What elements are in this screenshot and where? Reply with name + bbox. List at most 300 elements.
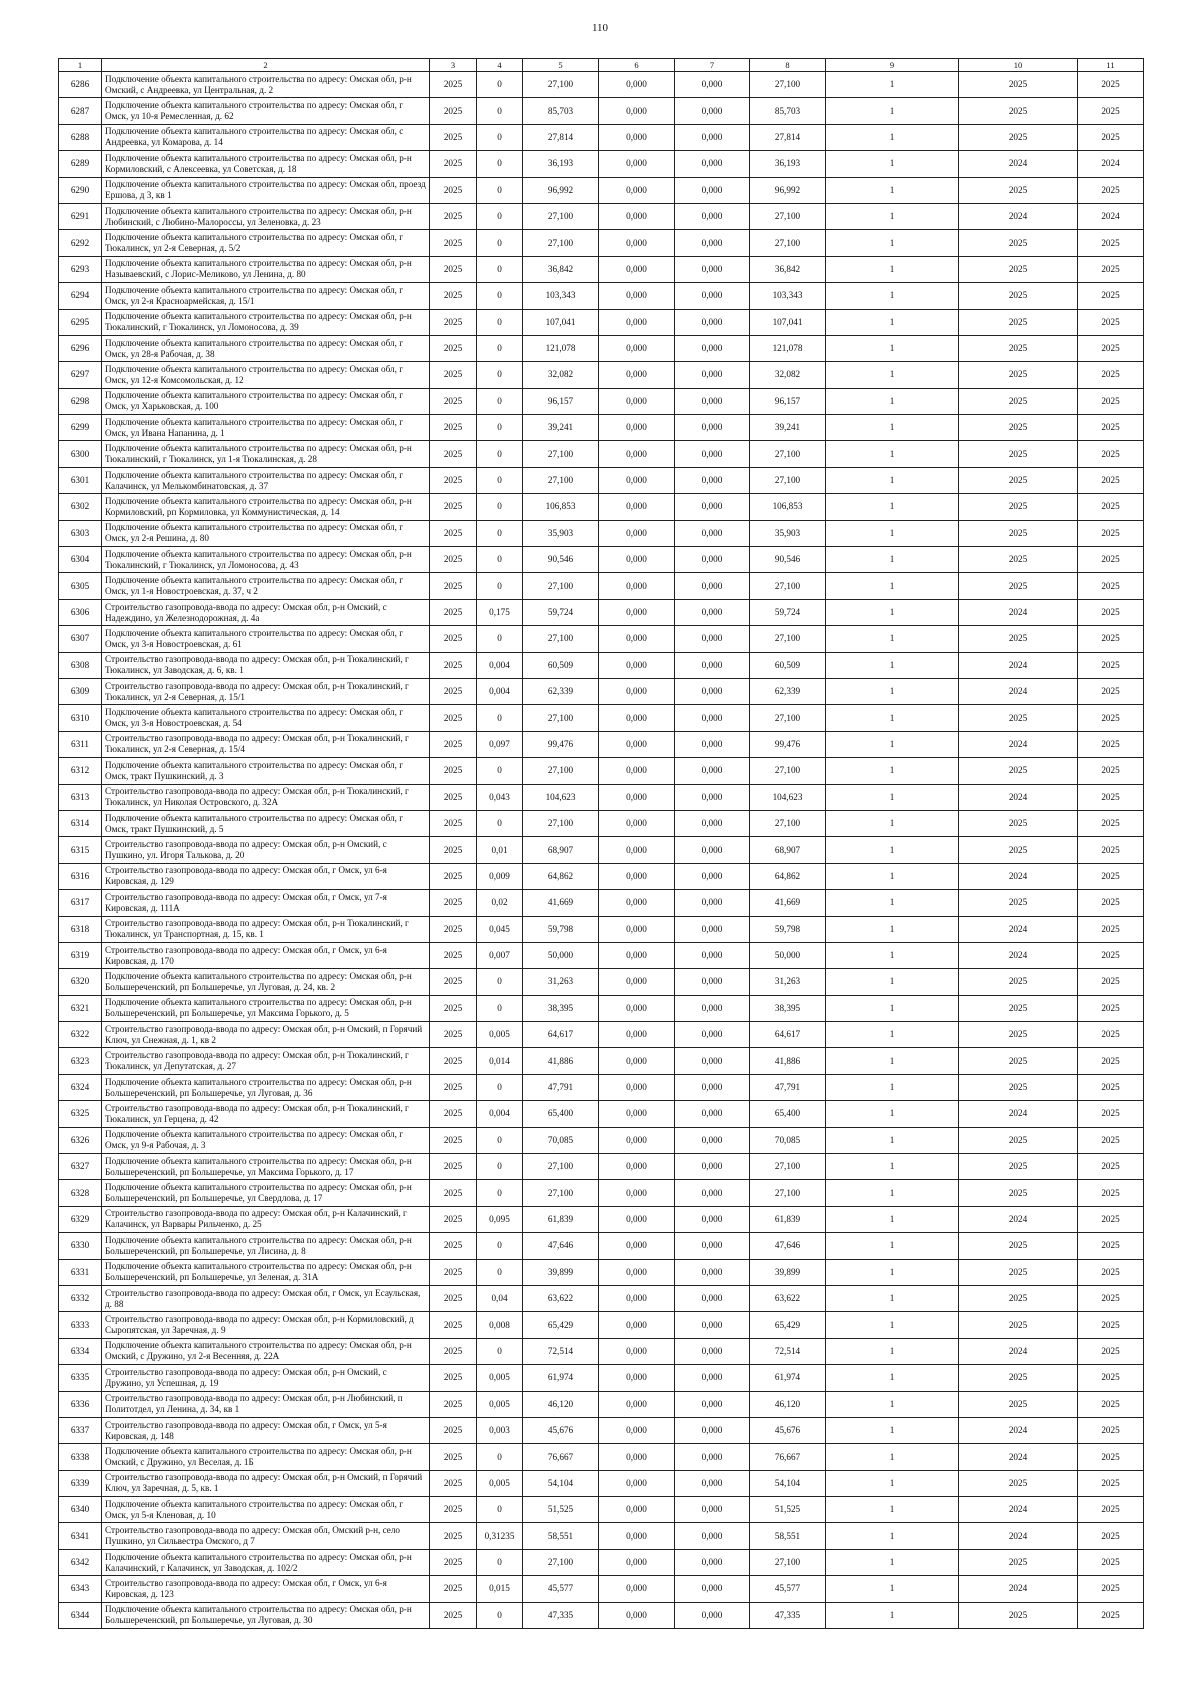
table-row: [59, 1074, 1144, 1100]
cell-row-number: 6300: [59, 441, 102, 467]
cell-cost-col6: 0,000: [599, 784, 675, 810]
table-row: [59, 1470, 1144, 1496]
table-row: [59, 1206, 1144, 1232]
cell-cost-total: 27,100: [523, 758, 599, 784]
cell-object-name: Строительство газопровода-ввода по адресу: Омская обл, г Омск, ул 6-я Кировская, д. 129: [102, 863, 430, 889]
cell-quantity: 1: [826, 230, 959, 256]
cell-cost-col8: 27,100: [750, 705, 826, 731]
cell-end-year: 2025: [1078, 335, 1144, 361]
cell-cost-col7: 0,000: [675, 705, 750, 731]
cell-cost-total: 62,339: [523, 678, 599, 704]
table-row: [59, 1048, 1144, 1074]
cell-quantity: 1: [826, 626, 959, 652]
cell-cost-col7: 0,000: [675, 1101, 750, 1127]
cell-row-number: 6344: [59, 1602, 102, 1628]
cell-length: 0,31235: [477, 1523, 523, 1549]
cell-start-year: 2025: [959, 467, 1078, 493]
cell-quantity: 1: [826, 283, 959, 309]
cell-cost-col6: 0,000: [599, 626, 675, 652]
cell-cost-col6: 0,000: [599, 916, 675, 942]
cell-year: 2025: [430, 151, 477, 177]
cell-end-year: 2025: [1078, 1259, 1144, 1285]
cell-end-year: 2025: [1078, 969, 1144, 995]
cell-year: 2025: [430, 72, 477, 98]
table-row: [59, 388, 1144, 414]
cell-length: 0,043: [477, 784, 523, 810]
cell-start-year: 2024: [959, 1206, 1078, 1232]
cell-cost-total: 39,899: [523, 1259, 599, 1285]
cell-cost-col6: 0,000: [599, 758, 675, 784]
table-body: [59, 72, 1144, 1629]
cell-end-year: 2025: [1078, 731, 1144, 757]
cell-object-name: Подключение объекта капитального строительства по адресу: Омская обл, г Омск, ул 9-я Рабочая, д. 3: [102, 1127, 430, 1153]
cell-row-number: 6333: [59, 1312, 102, 1338]
cell-object-name: Подключение объекта капитального строительства по адресу: Омская обл, г Омск, ул Ивана Напанина, д. 1: [102, 415, 430, 441]
cell-cost-total: 59,798: [523, 916, 599, 942]
cell-cost-total: 41,886: [523, 1048, 599, 1074]
cell-cost-col7: 0,000: [675, 72, 750, 98]
cell-year: 2025: [430, 203, 477, 229]
cell-quantity: 1: [826, 362, 959, 388]
cell-start-year: 2024: [959, 151, 1078, 177]
cell-year: 2025: [430, 1206, 477, 1232]
cell-cost-col7: 0,000: [675, 283, 750, 309]
cell-row-number: 6291: [59, 203, 102, 229]
cell-row-number: 6326: [59, 1127, 102, 1153]
cell-cost-col8: 27,100: [750, 626, 826, 652]
cell-start-year: 2025: [959, 362, 1078, 388]
cell-cost-total: 38,395: [523, 995, 599, 1021]
cell-row-number: 6336: [59, 1391, 102, 1417]
cell-quantity: 1: [826, 1259, 959, 1285]
cell-cost-col7: 0,000: [675, 626, 750, 652]
cell-cost-total: 47,335: [523, 1602, 599, 1628]
cell-cost-col6: 0,000: [599, 1101, 675, 1127]
cell-cost-col7: 0,000: [675, 1497, 750, 1523]
cell-length: 0: [477, 1180, 523, 1206]
cell-cost-total: 41,669: [523, 890, 599, 916]
cell-cost-col6: 0,000: [599, 1497, 675, 1523]
cell-cost-total: 107,041: [523, 309, 599, 335]
cell-row-number: 6296: [59, 335, 102, 361]
cell-object-name: Подключение объекта капитального строительства по адресу: Омская обл, г Омск, ул 28-я Рабочая, д. 38: [102, 335, 430, 361]
cell-object-name: Строительство газопровода-ввода по адресу: Омская обл, г Омск, ул 7-я Кировская, д. 111А: [102, 890, 430, 916]
cell-row-number: 6311: [59, 731, 102, 757]
cell-cost-total: 46,120: [523, 1391, 599, 1417]
cell-cost-col8: 68,907: [750, 837, 826, 863]
cell-quantity: 1: [826, 1312, 959, 1338]
cell-length: 0: [477, 362, 523, 388]
cell-start-year: 2025: [959, 124, 1078, 150]
cell-quantity: 1: [826, 1022, 959, 1048]
cell-cost-col7: 0,000: [675, 1285, 750, 1311]
cell-start-year: 2025: [959, 177, 1078, 203]
cell-cost-col6: 0,000: [599, 1417, 675, 1443]
cell-object-name: Строительство газопровода-ввода по адресу: Омская обл, г Омск, ул 5-я Кировская, д. 148: [102, 1417, 430, 1443]
cell-year: 2025: [430, 467, 477, 493]
cell-object-name: Подключение объекта капитального строительства по адресу: Омская обл, р-н Омский, с Андреевка, ул Центральная, д. 2: [102, 72, 430, 98]
cell-cost-col6: 0,000: [599, 705, 675, 731]
cell-year: 2025: [430, 758, 477, 784]
cell-cost-col8: 27,100: [750, 573, 826, 599]
cell-length: 0: [477, 441, 523, 467]
cell-end-year: 2025: [1078, 678, 1144, 704]
cell-object-name: Подключение объекта капитального строительства по адресу: Омская обл, г Омск, тракт Пушкинский, д. 3: [102, 758, 430, 784]
cell-length: 0,02: [477, 890, 523, 916]
table-row: [59, 283, 1144, 309]
cell-cost-col8: 64,862: [750, 863, 826, 889]
cell-quantity: 1: [826, 547, 959, 573]
cell-start-year: 2025: [959, 283, 1078, 309]
cell-year: 2025: [430, 256, 477, 282]
cell-end-year: 2025: [1078, 784, 1144, 810]
cell-quantity: 1: [826, 177, 959, 203]
cell-row-number: 6318: [59, 916, 102, 942]
cell-year: 2025: [430, 335, 477, 361]
cell-year: 2025: [430, 1233, 477, 1259]
cell-object-name: Строительство газопровода-ввода по адресу: Омская обл, р-н Тюкалинский, г Тюкалинск, ул Заводская, д. 6, кв. 1: [102, 652, 430, 678]
cell-quantity: 1: [826, 309, 959, 335]
cell-end-year: 2025: [1078, 705, 1144, 731]
cell-cost-total: 54,104: [523, 1470, 599, 1496]
cell-object-name: Подключение объекта капитального строительства по адресу: Омская обл, г Омск, ул 2-я Красноармейская, д. 15/1: [102, 283, 430, 309]
cell-row-number: 6329: [59, 1206, 102, 1232]
cell-cost-col8: 70,085: [750, 1127, 826, 1153]
cell-quantity: 1: [826, 124, 959, 150]
header-row: [59, 59, 1144, 72]
cell-year: 2025: [430, 362, 477, 388]
table-row: [59, 599, 1144, 625]
cell-end-year: 2025: [1078, 626, 1144, 652]
cell-start-year: 2024: [959, 784, 1078, 810]
cell-cost-col8: 38,395: [750, 995, 826, 1021]
cell-quantity: 1: [826, 863, 959, 889]
cell-end-year: 2025: [1078, 1101, 1144, 1127]
cell-length: 0: [477, 573, 523, 599]
cell-start-year: 2024: [959, 1523, 1078, 1549]
cell-length: 0,045: [477, 916, 523, 942]
cell-cost-col7: 0,000: [675, 1206, 750, 1232]
cell-end-year: 2025: [1078, 467, 1144, 493]
cell-cost-col7: 0,000: [675, 1391, 750, 1417]
cell-end-year: 2025: [1078, 124, 1144, 150]
cell-end-year: 2025: [1078, 890, 1144, 916]
cell-cost-col8: 27,814: [750, 124, 826, 150]
cell-end-year: 2025: [1078, 1180, 1144, 1206]
table-row: [59, 98, 1144, 124]
cell-end-year: 2025: [1078, 916, 1144, 942]
table-row: [59, 203, 1144, 229]
cell-cost-col8: 27,100: [750, 203, 826, 229]
table-row: [59, 1338, 1144, 1364]
cell-year: 2025: [430, 283, 477, 309]
cell-length: 0: [477, 151, 523, 177]
cell-quantity: 1: [826, 1391, 959, 1417]
cell-quantity: 1: [826, 810, 959, 836]
cell-cost-col8: 65,400: [750, 1101, 826, 1127]
cell-cost-col6: 0,000: [599, 1470, 675, 1496]
cell-row-number: 6330: [59, 1233, 102, 1259]
cell-end-year: 2025: [1078, 1312, 1144, 1338]
cell-year: 2025: [430, 1259, 477, 1285]
cell-row-number: 6341: [59, 1523, 102, 1549]
cell-length: 0: [477, 230, 523, 256]
cell-end-year: 2025: [1078, 494, 1144, 520]
table-row: [59, 547, 1144, 573]
cell-cost-total: 96,992: [523, 177, 599, 203]
cell-year: 2025: [430, 705, 477, 731]
cell-year: 2025: [430, 309, 477, 335]
cell-start-year: 2025: [959, 1312, 1078, 1338]
cell-cost-col6: 0,000: [599, 1365, 675, 1391]
table-row: [59, 1022, 1144, 1048]
cell-row-number: 6335: [59, 1365, 102, 1391]
cell-cost-total: 47,646: [523, 1233, 599, 1259]
cell-year: 2025: [430, 916, 477, 942]
cell-cost-total: 27,100: [523, 626, 599, 652]
cell-row-number: 6331: [59, 1259, 102, 1285]
cell-quantity: 1: [826, 705, 959, 731]
cell-cost-col7: 0,000: [675, 203, 750, 229]
cell-cost-col8: 59,724: [750, 599, 826, 625]
cell-cost-total: 27,100: [523, 810, 599, 836]
cell-cost-col6: 0,000: [599, 1074, 675, 1100]
cell-cost-total: 27,100: [523, 230, 599, 256]
cell-quantity: 1: [826, 969, 959, 995]
cell-row-number: 6297: [59, 362, 102, 388]
table-row: [59, 441, 1144, 467]
cell-quantity: 1: [826, 494, 959, 520]
cell-object-name: Подключение объекта капитального строительства по адресу: Омская обл, р-н Омский, с Дружино, ул 2-я Весенняя, д. 22А: [102, 1338, 430, 1364]
cell-cost-col7: 0,000: [675, 151, 750, 177]
cell-cost-total: 51,525: [523, 1497, 599, 1523]
table-row: [59, 467, 1144, 493]
table-row: [59, 1576, 1144, 1602]
cell-cost-col6: 0,000: [599, 1523, 675, 1549]
cell-start-year: 2025: [959, 494, 1078, 520]
cell-start-year: 2025: [959, 1549, 1078, 1575]
table-row: [59, 1259, 1144, 1285]
cell-row-number: 6304: [59, 547, 102, 573]
table-row: [59, 863, 1144, 889]
cell-cost-col8: 63,622: [750, 1285, 826, 1311]
cell-start-year: 2025: [959, 415, 1078, 441]
cell-cost-total: 27,814: [523, 124, 599, 150]
cell-cost-col8: 65,429: [750, 1312, 826, 1338]
cell-cost-col6: 0,000: [599, 467, 675, 493]
cell-quantity: 1: [826, 1154, 959, 1180]
table-row: [59, 916, 1144, 942]
cell-year: 2025: [430, 863, 477, 889]
table-row: [59, 1233, 1144, 1259]
cell-cost-col6: 0,000: [599, 1391, 675, 1417]
cell-quantity: 1: [826, 652, 959, 678]
cell-cost-col8: 58,551: [750, 1523, 826, 1549]
cell-cost-col8: 90,546: [750, 547, 826, 573]
cell-cost-col6: 0,000: [599, 1312, 675, 1338]
cell-quantity: 1: [826, 1338, 959, 1364]
cell-end-year: 2025: [1078, 1549, 1144, 1575]
cell-row-number: 6298: [59, 388, 102, 414]
cell-cost-col6: 0,000: [599, 1127, 675, 1153]
cell-object-name: Строительство газопровода-ввода по адресу: Омская обл, р-н Тюкалинский, г Тюкалинск, ул 2-я Северная, д. 15/4: [102, 731, 430, 757]
cell-cost-col8: 27,100: [750, 1180, 826, 1206]
cell-end-year: 2025: [1078, 995, 1144, 1021]
cell-year: 2025: [430, 1101, 477, 1127]
table-row: [59, 573, 1144, 599]
table-row: [59, 124, 1144, 150]
cell-quantity: 1: [826, 599, 959, 625]
cell-length: 0: [477, 335, 523, 361]
table-row: [59, 1549, 1144, 1575]
cell-cost-col7: 0,000: [675, 547, 750, 573]
cell-row-number: 6293: [59, 256, 102, 282]
cell-start-year: 2025: [959, 810, 1078, 836]
column-header-9: 9: [826, 59, 959, 72]
cell-cost-total: 121,078: [523, 335, 599, 361]
cell-year: 2025: [430, 1312, 477, 1338]
cell-object-name: Строительство газопровода-ввода по адресу: Омская обл, р-н Калачинский, г Калачинск, ул Варвары Рильченко, д. 25: [102, 1206, 430, 1232]
cell-cost-col7: 0,000: [675, 1365, 750, 1391]
cell-cost-total: 99,476: [523, 731, 599, 757]
cell-year: 2025: [430, 441, 477, 467]
table-row: [59, 626, 1144, 652]
cell-cost-col6: 0,000: [599, 177, 675, 203]
cell-cost-col8: 47,335: [750, 1602, 826, 1628]
cell-cost-col6: 0,000: [599, 863, 675, 889]
cell-cost-col8: 31,263: [750, 969, 826, 995]
cell-cost-col8: 61,839: [750, 1206, 826, 1232]
cell-year: 2025: [430, 1549, 477, 1575]
cell-start-year: 2025: [959, 1022, 1078, 1048]
cell-quantity: 1: [826, 1074, 959, 1100]
cell-cost-col7: 0,000: [675, 1523, 750, 1549]
cell-cost-col7: 0,000: [675, 837, 750, 863]
cell-cost-col6: 0,000: [599, 283, 675, 309]
cell-row-number: 6307: [59, 626, 102, 652]
cell-object-name: Строительство газопровода-ввода по адресу: Омская обл, р-н Любинский, п Политотдел, ул Ленина, д. 34, кв 1: [102, 1391, 430, 1417]
cell-year: 2025: [430, 1338, 477, 1364]
cell-year: 2025: [430, 1180, 477, 1206]
cell-object-name: Строительство газопровода-ввода по адресу: Омская обл, р-н Кормиловский, д Сыропятская, ул Заречная, д. 9: [102, 1312, 430, 1338]
cell-length: 0: [477, 626, 523, 652]
cell-cost-col6: 0,000: [599, 494, 675, 520]
cell-cost-total: 103,343: [523, 283, 599, 309]
cell-cost-col7: 0,000: [675, 98, 750, 124]
cell-cost-col8: 60,509: [750, 652, 826, 678]
cell-cost-col7: 0,000: [675, 1074, 750, 1100]
cell-end-year: 2025: [1078, 573, 1144, 599]
cell-start-year: 2025: [959, 1048, 1078, 1074]
table-row: [59, 335, 1144, 361]
cell-end-year: 2025: [1078, 1602, 1144, 1628]
cell-end-year: 2025: [1078, 520, 1144, 546]
cell-cost-col6: 0,000: [599, 203, 675, 229]
cell-cost-total: 70,085: [523, 1127, 599, 1153]
cell-row-number: 6325: [59, 1101, 102, 1127]
cell-start-year: 2025: [959, 969, 1078, 995]
cell-object-name: Подключение объекта капитального строительства по адресу: Омская обл, г Омск, ул 10-я Ремесленная, д. 62: [102, 98, 430, 124]
cell-length: 0,005: [477, 1391, 523, 1417]
cell-cost-total: 27,100: [523, 705, 599, 731]
cell-end-year: 2025: [1078, 1048, 1144, 1074]
cell-length: 0: [477, 494, 523, 520]
cell-object-name: Строительство газопровода-ввода по адресу: Омская обл, р-н Тюкалинский, г Тюкалинск, ул Николая Островского, д. 32А: [102, 784, 430, 810]
cell-end-year: 2025: [1078, 256, 1144, 282]
cell-object-name: Строительство газопровода-ввода по адресу: Омская обл, г Омск, ул 6-я Кировская, д. 123: [102, 1576, 430, 1602]
cell-start-year: 2024: [959, 678, 1078, 704]
cell-year: 2025: [430, 1602, 477, 1628]
cell-end-year: 2025: [1078, 942, 1144, 968]
cell-end-year: 2025: [1078, 441, 1144, 467]
cell-cost-col7: 0,000: [675, 758, 750, 784]
cell-object-name: Строительство газопровода-ввода по адресу: Омская обл, р-н Тюкалинский, г Тюкалинск, ул Транспортная, д. 15, кв. 1: [102, 916, 430, 942]
cell-row-number: 6324: [59, 1074, 102, 1100]
cell-quantity: 1: [826, 1417, 959, 1443]
cell-start-year: 2025: [959, 837, 1078, 863]
cell-cost-col7: 0,000: [675, 1602, 750, 1628]
cell-length: 0: [477, 283, 523, 309]
cell-cost-col7: 0,000: [675, 1048, 750, 1074]
cell-object-name: Подключение объекта капитального строительства по адресу: Омская обл, р-н Большереченский, рп Большеречье, ул Свердлова, д. 17: [102, 1180, 430, 1206]
cell-row-number: 6309: [59, 678, 102, 704]
cell-start-year: 2024: [959, 863, 1078, 889]
cell-quantity: 1: [826, 784, 959, 810]
cell-length: 0: [477, 1602, 523, 1628]
cell-object-name: Подключение объекта капитального строительства по адресу: Омская обл, р-н Тюкалинский, г Тюкалинск, ул Ломоносова, д. 39: [102, 309, 430, 335]
cell-start-year: 2025: [959, 98, 1078, 124]
cell-cost-col6: 0,000: [599, 837, 675, 863]
table-row: [59, 1417, 1144, 1443]
table-row: [59, 784, 1144, 810]
cell-row-number: 6308: [59, 652, 102, 678]
cell-cost-col6: 0,000: [599, 942, 675, 968]
cell-end-year: 2025: [1078, 1154, 1144, 1180]
cell-start-year: 2024: [959, 1417, 1078, 1443]
cell-cost-col8: 36,842: [750, 256, 826, 282]
cell-year: 2025: [430, 678, 477, 704]
cell-start-year: 2025: [959, 995, 1078, 1021]
cell-cost-total: 45,577: [523, 1576, 599, 1602]
cell-start-year: 2025: [959, 1074, 1078, 1100]
cell-year: 2025: [430, 1074, 477, 1100]
cell-length: 0: [477, 758, 523, 784]
cell-start-year: 2024: [959, 942, 1078, 968]
cell-start-year: 2025: [959, 705, 1078, 731]
cell-start-year: 2024: [959, 1444, 1078, 1470]
table-row: [59, 890, 1144, 916]
cell-object-name: Подключение объекта капитального строительства по адресу: Омская обл, г Калачинск, ул Мелькомбинатовская, д. 37: [102, 467, 430, 493]
cell-cost-col7: 0,000: [675, 520, 750, 546]
cell-row-number: 6295: [59, 309, 102, 335]
cell-row-number: 6314: [59, 810, 102, 836]
cell-row-number: 6292: [59, 230, 102, 256]
cell-quantity: 1: [826, 1523, 959, 1549]
cell-year: 2025: [430, 1022, 477, 1048]
cell-cost-col6: 0,000: [599, 441, 675, 467]
cell-start-year: 2025: [959, 441, 1078, 467]
cell-cost-total: 32,082: [523, 362, 599, 388]
cell-length: 0: [477, 98, 523, 124]
cell-cost-total: 27,100: [523, 573, 599, 599]
cell-end-year: 2025: [1078, 1022, 1144, 1048]
cell-cost-col7: 0,000: [675, 1444, 750, 1470]
cell-end-year: 2025: [1078, 1285, 1144, 1311]
cell-object-name: Подключение объекта капитального строительства по адресу: Омская обл, р-н Называевский, с Лорис-Меликово, ул Ленина, д. 80: [102, 256, 430, 282]
cell-cost-col6: 0,000: [599, 995, 675, 1021]
cell-quantity: 1: [826, 256, 959, 282]
cell-length: 0: [477, 309, 523, 335]
